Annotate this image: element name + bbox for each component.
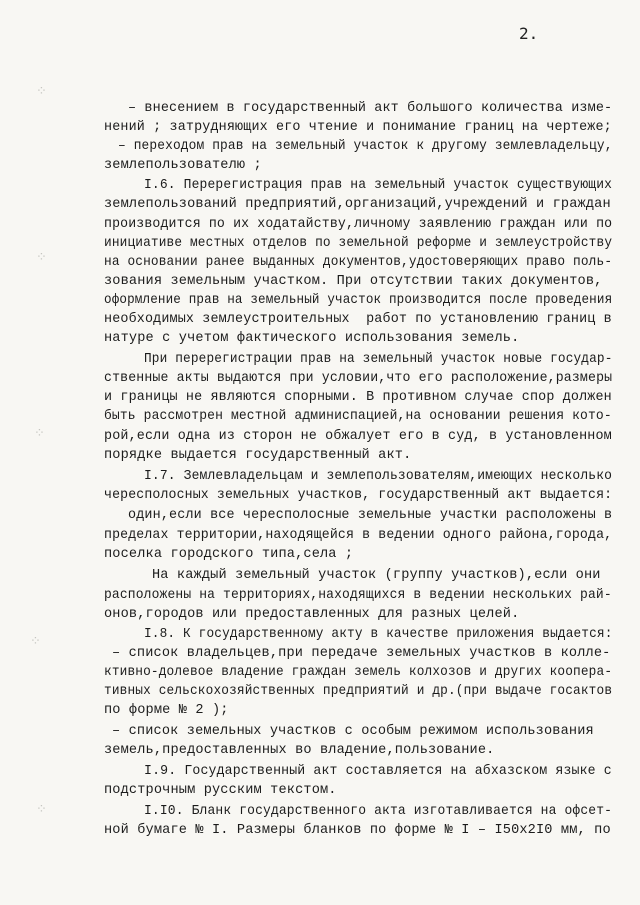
text-line: по форме № 2 ); — [104, 703, 229, 719]
text-line: На каждый земельный участок (группу участков),если они — [152, 568, 601, 584]
text-line: I.9. Государственный акт составляется на абхазском языке с — [144, 763, 612, 779]
text-line: нений ; затрудняющих его чтение и понимание границ на чертеже; — [104, 120, 612, 136]
text-line: поселка городского типа,села ; — [104, 546, 354, 562]
text-line: оформление прав на земельный участок производится после проведения — [104, 293, 613, 308]
text-line: необходимых землеустроительных работ по установлению границ в — [104, 312, 612, 328]
text-line: I.7. Землевладельцам и землепользователям,имеющих несколько — [144, 468, 613, 484]
text-line: натуре с учетом фактического использования земель. — [104, 331, 520, 347]
text-line: ной бумаге № I. Размеры бланков по форме № I – I50х2I0 мм, по — [104, 823, 611, 838]
text-line: и границы не являются спорными. В противном случае спор должен — [104, 390, 612, 406]
text-line: порядке выдается государственный акт. — [104, 447, 412, 463]
margin-smudge-icon: ⁘ — [34, 426, 45, 441]
text-line: землепользователю ; — [104, 158, 262, 174]
margin-smudge-icon: ⁘ — [30, 634, 41, 649]
text-line: расположены на территориях,находящихся в ведении нескольких рай- — [104, 587, 612, 603]
text-line: I.6. Перерегистрация прав на земельный участок существующих — [144, 178, 613, 194]
text-line: землепользований предприятий,организаций,учреждений и граждан — [104, 197, 611, 213]
text-line: один,если все чересполосные земельные участки расположены в — [128, 508, 613, 524]
text-line: чересполосных земельных участков, государственный акт выдается: — [104, 487, 613, 503]
text-line: – внесением в государственный акт большого количества изме- — [128, 101, 613, 116]
text-line: тивных сельскохозяйственных предприятий и др.(при выдаче госактов — [104, 683, 613, 699]
text-line: зования земельным участком. При отсутствии таких документов, — [104, 273, 603, 289]
text-line: рой,если одна из сторон не обжалует его в суд, в установленном — [104, 428, 612, 444]
text-line: инициативе местных отделов по земельной реформе и землеустройству — [104, 235, 613, 251]
text-line: ктивно-долевое владение граждан земель колхозов и других коопера- — [104, 664, 613, 680]
text-line: производится по их ходатайству,личному заявлению граждан или по — [104, 216, 613, 232]
margin-smudge-icon: ⁘ — [36, 250, 47, 265]
text-line: на основании ранее выданных документов,удостоверяющих право поль- — [104, 254, 613, 270]
text-line: быть рассмотрен местной админиспацией,на основании решения кото- — [104, 409, 612, 425]
text-line: – переходом прав на земельный участок к другому землевладельцу, — [118, 139, 613, 155]
text-line: онов,городов или предоставленных для разных целей. — [104, 606, 520, 622]
text-line: ственные акты выдаются при условии,что его расположение,размеры — [104, 371, 613, 387]
margin-smudge-icon: ⁘ — [36, 84, 47, 99]
page-number: 2. — [519, 24, 539, 43]
text-line: пределах территории,находящейся в ведении одного района,города, — [104, 527, 613, 543]
text-line: подстрочным русским текстом. — [104, 783, 337, 799]
text-line: – список земельных участков с особым режимом использования — [112, 723, 594, 739]
margin-smudge-icon: ⁘ — [36, 802, 47, 817]
text-line: – список владельцев,при передаче земельных участков в колле- — [112, 645, 611, 661]
text-line: I.8. К государственному акту в качестве приложения выдается: — [144, 626, 613, 642]
text-line: земель,предоставленных во владение,пользование. — [104, 743, 495, 759]
text-line: I.I0. Бланк государственного акта изготавливается на офсет- — [144, 803, 613, 819]
text-line: При перерегистрации прав на земельный участок новые государ- — [144, 352, 613, 368]
